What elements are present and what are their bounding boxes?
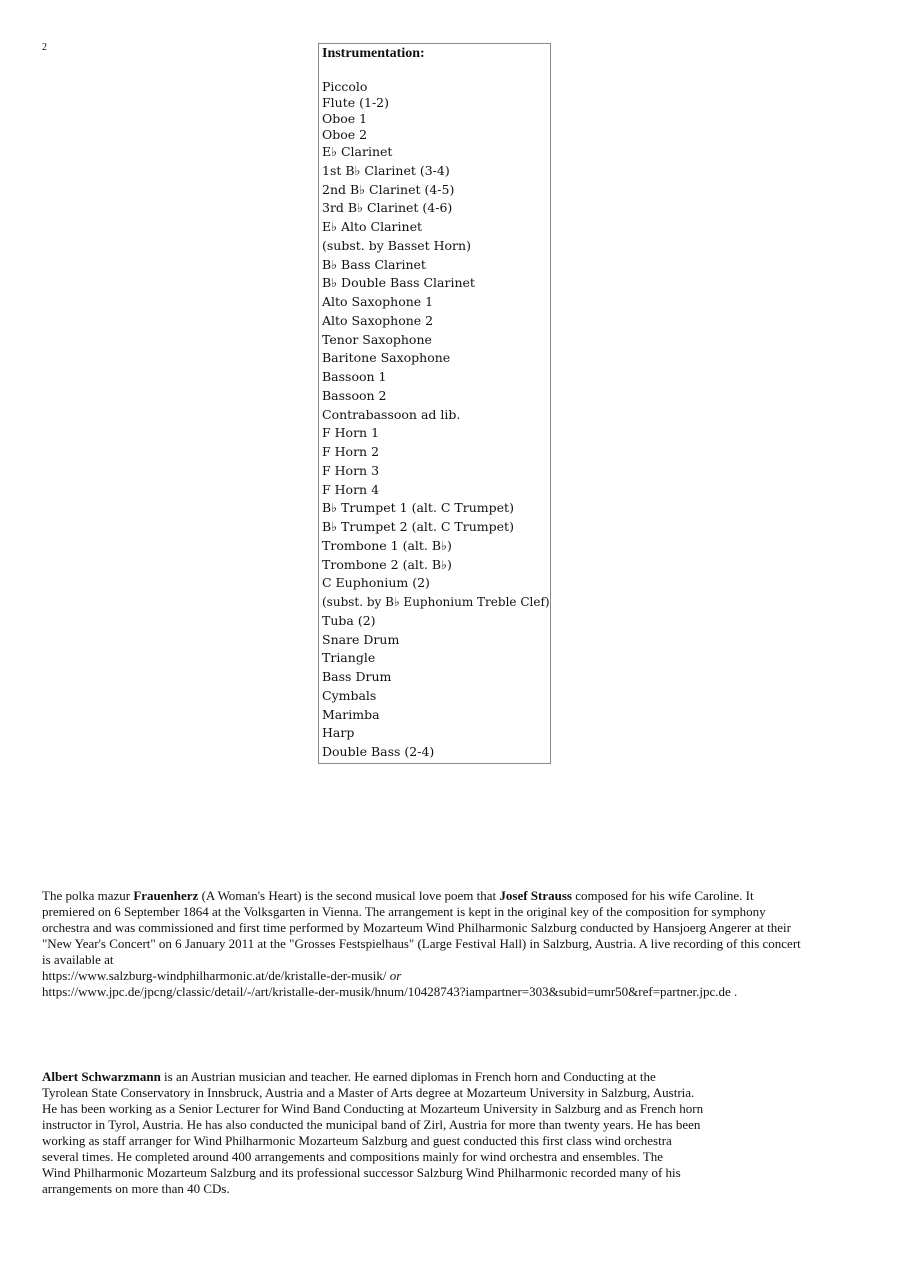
recording-link-2[interactable]: https://www.jpc.de/jpcng/classic/detail/-/art/kristalle-der-musik/hnum/10428743?iampartner=303&subid=umr50&ref=partner.jpc.de [42,984,731,999]
instrument-item: B♭ Trumpet 2 (alt. C Trumpet) [322,519,514,534]
instrument-item: Harp [322,725,355,741]
instrument-item: Contrabassoon ad lib. [322,406,461,422]
bio-paragraph [42,1069,703,1197]
instrument-item: Piccolo [322,79,368,94]
description-line: orchestra and was commissioned and first time performed by Mozarteum Wind Philharmonic Salzburg conducted by Hansjoerg Angerer at their [42,920,791,935]
instrument-item: (subst. by Basset Horn) [322,237,471,253]
description-text: The polka mazur [42,888,134,903]
instrument-item: Snare Drum [322,631,400,647]
instrument-item: Flute (1-2) [322,95,389,110]
instrument-item: Bassoon 1 [322,369,387,384]
description-line [42,968,801,984]
instrument-item: Alto Saxophone 2 [322,312,434,328]
instrument-item: Triangle [322,650,376,666]
instrument-item: Bassoon 2 [322,387,387,403]
instrument-item: F Horn 3 [322,462,380,478]
instrument-item: Alto Saxophone 1 [322,294,434,309]
instrument-item: B♭ Trumpet 1 (alt. C Trumpet) [322,500,514,516]
bio-text: is an Austrian musician and teacher. He earned diplomas in French horn and Conducting at the [160,1069,656,1084]
composer-name: Josef Strauss [499,888,572,903]
instrument-item: (subst. by B♭ Euphonium Treble Clef) [322,595,550,609]
description-paragraph [42,888,801,1000]
or-text: or [389,968,402,983]
instrument-item: Marimba [322,706,380,722]
instrument-item: F Horn 1 [322,425,380,441]
instrument-list [322,79,550,762]
instrument-item: Bass Drum [322,669,392,684]
bio-line: He has been working as a Senior Lecturer for Wind Band Conducting at Mozarteum University in Salzburg and as French horn [42,1101,704,1116]
instrument-item: Tuba (2) [322,612,376,628]
instrument-item: Double Bass (2-4) [322,744,435,759]
instrument-item: Baritone Saxophone [322,350,451,366]
instrument-item: E♭ Alto Clarinet [322,219,422,234]
instrument-item: Oboe 2 [322,127,368,142]
instrument-item: Tenor Saxophone [322,331,432,347]
description-text: composed for his wife Caroline. It [571,888,754,903]
instrument-item: Trombone 2 (alt. B♭) [322,556,452,572]
instrumentation-box [318,43,551,764]
arranger-name: Albert Schwarzmann [42,1069,161,1084]
bio-line: instructor in Tyrol, Austria. He has also conducted the municipal band of Zirl, Austria for more than twenty years. He has been [42,1117,701,1132]
instrumentation-title: Instrumentation: [322,46,425,61]
instrument-item: B♭ Bass Clarinet [322,256,426,272]
piece-title: Frauenherz [133,888,199,903]
bio-line: working as staff arranger for Wind Philharmonic Mozarteum Salzburg and guest conducted this first class wind orchestra [42,1133,672,1148]
bio-line [42,1069,703,1085]
description-text: (A Woman's Heart) is the second musical love poem that [198,888,500,903]
page-number: 2 [42,42,47,53]
instrument-item: B♭ Double Bass Clarinet [322,275,475,291]
instrument-item: F Horn 2 [322,444,380,459]
instrument-item: C Euphonium (2) [322,575,430,591]
instrument-item: 1st B♭ Clarinet (3-4) [322,162,450,178]
description-line [42,984,801,1000]
description-line: premiered on 6 September 1864 at the Volksgarten in Vienna. The arrangement is kept in the original key of the composition for symphony [42,904,766,919]
instrument-item: E♭ Clarinet [322,144,393,159]
bio-line: several times. He completed around 400 arrangements and compositions mainly for wind orchestra and ensembles. The [42,1149,664,1164]
instrument-item: Oboe 1 [322,111,368,126]
instrument-item: Trombone 1 (alt. B♭) [322,537,452,553]
description-line: is available at [42,952,114,967]
recording-link-1[interactable]: https://www.salzburg-windphilharmonic.at/de/kristalle-der-musik/ [42,968,387,983]
description-line [42,888,801,904]
bio-line: Wind Philharmonic Mozarteum Salzburg and its professional successor Salzburg Wind Philharmonic recorded many of his [42,1165,681,1180]
bio-line: arrangements on more than 40 CDs. [42,1181,230,1196]
instrument-item: F Horn 4 [322,481,380,497]
bio-line: Tyrolean State Conservatory in Innsbruck, Austria and a Master of Arts degree at Mozarteum University in Salzburg, Austria. [42,1085,695,1100]
instrument-item: 3rd B♭ Clarinet (4-6) [322,200,453,216]
description-text: . [730,984,738,999]
instrument-item: 2nd B♭ Clarinet (4-5) [322,181,455,197]
description-line: "New Year's Concert" on 6 January 2011 at the "Grosses Festspielhaus" (Large Festival Hall) in Salzburg, Austria. A live recording of this concert [42,936,801,951]
instrument-item: Cymbals [322,687,377,703]
